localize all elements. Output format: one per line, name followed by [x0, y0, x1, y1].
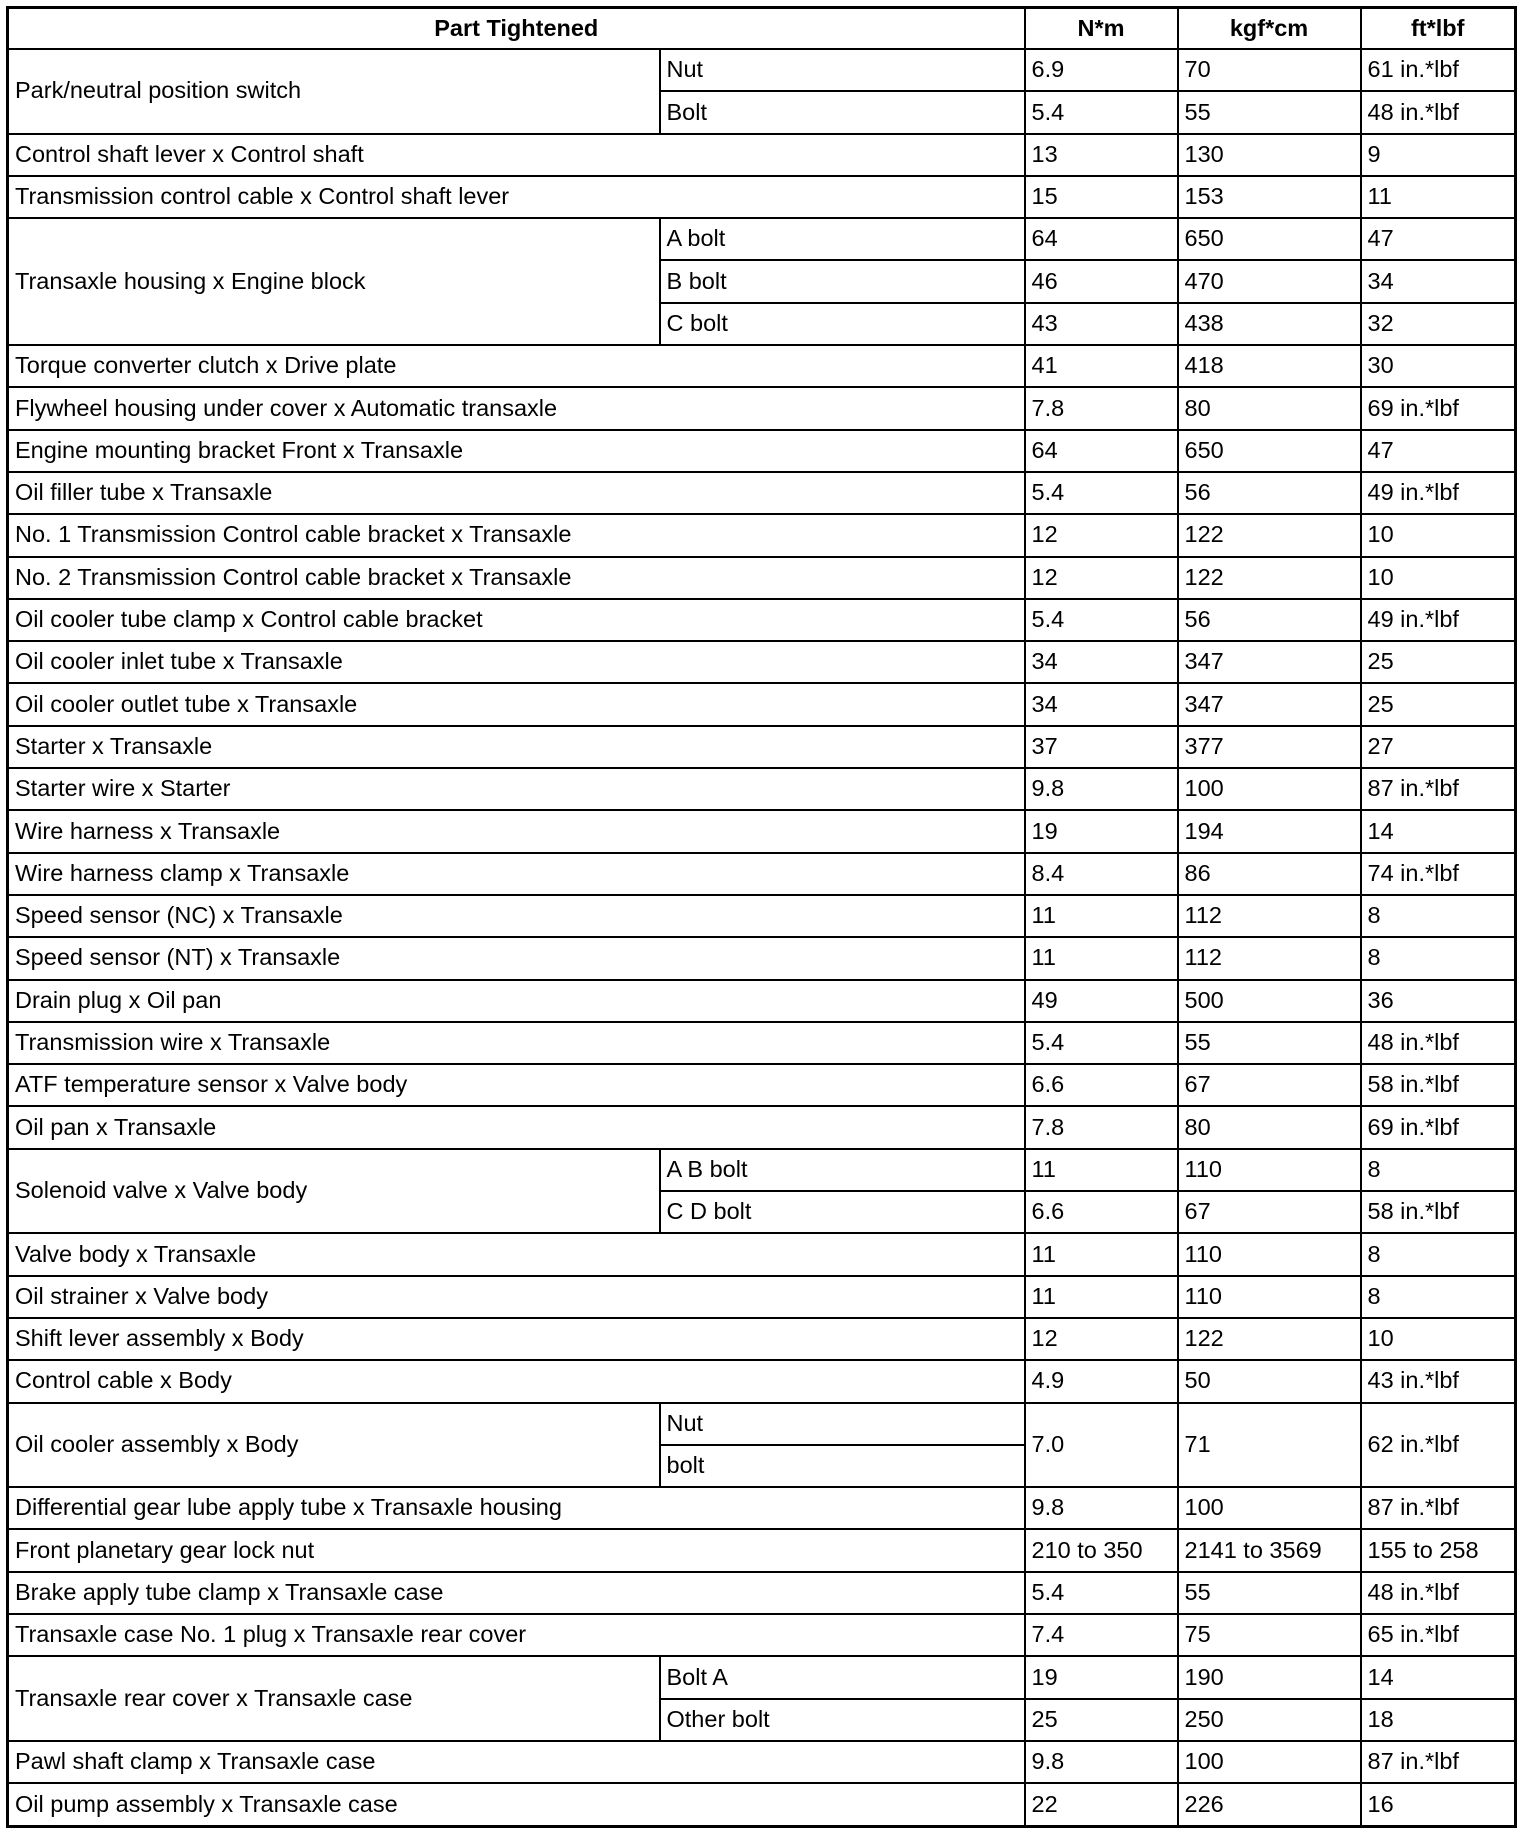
ft-lbf-cell: 25: [1361, 641, 1516, 683]
table-row: [8, 1529, 1516, 1571]
kgf-cm-cell: 56: [1178, 599, 1361, 641]
ft-lbf-cell: 8: [1361, 1149, 1516, 1191]
nm-cell: 11: [1025, 1276, 1178, 1318]
fastener-cell: Nut: [660, 49, 1025, 91]
nm-cell: 15: [1025, 176, 1178, 218]
nm-cell: 6.9: [1025, 49, 1178, 91]
ft-lbf-cell: 43 in.*lbf: [1361, 1360, 1516, 1402]
ft-lbf-cell: 87 in.*lbf: [1361, 1487, 1516, 1529]
part-name-cell: Flywheel housing under cover x Automatic transaxle: [8, 387, 1025, 429]
table-row: [8, 1403, 1516, 1445]
nm-cell: 5.4: [1025, 472, 1178, 514]
fastener-cell: Nut: [660, 1403, 1025, 1445]
torque-spec-sheet: [6, 6, 1514, 1828]
nm-cell: 9.8: [1025, 1741, 1178, 1783]
part-name-cell: Front planetary gear lock nut: [8, 1529, 1025, 1571]
fastener-cell: Bolt A: [660, 1656, 1025, 1698]
ft-lbf-cell: 48 in.*lbf: [1361, 1022, 1516, 1064]
kgf-cm-cell: 70: [1178, 49, 1361, 91]
nm-cell: 22: [1025, 1783, 1178, 1826]
table-row: [8, 218, 1516, 260]
part-name-cell: Speed sensor (NT) x Transaxle: [8, 937, 1025, 979]
kgf-cm-cell: 112: [1178, 895, 1361, 937]
part-name-cell: Oil strainer x Valve body: [8, 1276, 1025, 1318]
nm-cell: 11: [1025, 937, 1178, 979]
nm-cell: 64: [1025, 218, 1178, 260]
ft-lbf-cell: 58 in.*lbf: [1361, 1064, 1516, 1106]
kgf-cm-cell: 56: [1178, 472, 1361, 514]
kgf-cm-cell: 122: [1178, 1318, 1361, 1360]
nm-cell: 41: [1025, 345, 1178, 387]
part-name-cell: Starter wire x Starter: [8, 768, 1025, 810]
kgf-cm-cell: 75: [1178, 1614, 1361, 1656]
table-row: [8, 599, 1516, 641]
ft-lbf-cell: 62 in.*lbf: [1361, 1403, 1516, 1488]
kgf-cm-cell: 130: [1178, 134, 1361, 176]
kgf-cm-cell: 418: [1178, 345, 1361, 387]
kgf-cm-cell: 55: [1178, 1572, 1361, 1614]
kgf-cm-cell: 100: [1178, 1487, 1361, 1529]
nm-cell: 13: [1025, 134, 1178, 176]
ft-lbf-cell: 65 in.*lbf: [1361, 1614, 1516, 1656]
table-row: [8, 1783, 1516, 1826]
ft-lbf-cell: 8: [1361, 895, 1516, 937]
kgf-cm-cell: 112: [1178, 937, 1361, 979]
part-name-cell: Transaxle case No. 1 plug x Transaxle rear cover: [8, 1614, 1025, 1656]
nm-cell: 11: [1025, 895, 1178, 937]
table-row: [8, 1741, 1516, 1783]
ft-lbf-cell: 155 to 258: [1361, 1529, 1516, 1571]
kgf-cm-cell: 347: [1178, 683, 1361, 725]
fastener-cell: bolt: [660, 1445, 1025, 1487]
part-name-cell: Wire harness clamp x Transaxle: [8, 853, 1025, 895]
table-row: [8, 1318, 1516, 1360]
part-name-cell: Oil filler tube x Transaxle: [8, 472, 1025, 514]
ft-lbf-cell: 87 in.*lbf: [1361, 1741, 1516, 1783]
kgf-cm-cell: 80: [1178, 1106, 1361, 1148]
table-row: [8, 1614, 1516, 1656]
kgf-cm-cell: 650: [1178, 218, 1361, 260]
ft-lbf-cell: 36: [1361, 980, 1516, 1022]
kgf-cm-cell: 153: [1178, 176, 1361, 218]
table-row: [8, 134, 1516, 176]
fastener-cell: A bolt: [660, 218, 1025, 260]
ft-lbf-cell: 10: [1361, 557, 1516, 599]
table-row: [8, 1233, 1516, 1275]
part-name-cell: Drain plug x Oil pan: [8, 980, 1025, 1022]
part-name-cell: No. 2 Transmission Control cable bracket x Transaxle: [8, 557, 1025, 599]
kgf-cm-cell: 122: [1178, 557, 1361, 599]
kgf-cm-cell: 470: [1178, 260, 1361, 302]
kgf-cm-cell: 190: [1178, 1656, 1361, 1698]
kgf-cm-cell: 194: [1178, 810, 1361, 852]
nm-cell: 8.4: [1025, 853, 1178, 895]
part-name-cell: Control cable x Body: [8, 1360, 1025, 1402]
nm-cell: 25: [1025, 1699, 1178, 1741]
nm-cell: 12: [1025, 514, 1178, 556]
kgf-cm-cell: 650: [1178, 430, 1361, 472]
table-row: [8, 472, 1516, 514]
table-row: [8, 557, 1516, 599]
kgf-cm-cell: 122: [1178, 514, 1361, 556]
nm-cell: 19: [1025, 1656, 1178, 1698]
ft-lbf-cell: 16: [1361, 1783, 1516, 1826]
torque-table: [6, 6, 1517, 1828]
table-row: [8, 1022, 1516, 1064]
nm-cell: 9.8: [1025, 1487, 1178, 1529]
ft-lbf-cell: 69 in.*lbf: [1361, 1106, 1516, 1148]
nm-cell: 7.8: [1025, 1106, 1178, 1148]
table-row: [8, 345, 1516, 387]
ft-lbf-cell: 58 in.*lbf: [1361, 1191, 1516, 1233]
table-row: [8, 1656, 1516, 1698]
part-name-cell: Valve body x Transaxle: [8, 1233, 1025, 1275]
kgf-cm-cell: 55: [1178, 91, 1361, 133]
kgf-cm-cell: 2141 to 3569: [1178, 1529, 1361, 1571]
ft-lbf-cell: 14: [1361, 1656, 1516, 1698]
fastener-cell: C bolt: [660, 303, 1025, 345]
kgf-cm-cell: 226: [1178, 1783, 1361, 1826]
table-row: [8, 683, 1516, 725]
nm-cell: 6.6: [1025, 1064, 1178, 1106]
nm-cell: 11: [1025, 1233, 1178, 1275]
part-name-cell: Control shaft lever x Control shaft: [8, 134, 1025, 176]
part-name-cell: Shift lever assembly x Body: [8, 1318, 1025, 1360]
kgf-cm-cell: 377: [1178, 726, 1361, 768]
kgf-cm-cell: 100: [1178, 1741, 1361, 1783]
part-name-cell: Transaxle housing x Engine block: [8, 218, 660, 345]
ft-lbf-cell: 49 in.*lbf: [1361, 599, 1516, 641]
nm-cell: 34: [1025, 641, 1178, 683]
table-row: [8, 1064, 1516, 1106]
table-row: [8, 1106, 1516, 1148]
ft-lbf-cell: 69 in.*lbf: [1361, 387, 1516, 429]
kgf-cm-cell: 438: [1178, 303, 1361, 345]
nm-cell: 210 to 350: [1025, 1529, 1178, 1571]
ft-lbf-cell: 27: [1361, 726, 1516, 768]
table-body: [8, 49, 1516, 1827]
part-name-cell: Speed sensor (NC) x Transaxle: [8, 895, 1025, 937]
ft-lbf-cell: 8: [1361, 937, 1516, 979]
nm-cell: 7.0: [1025, 1403, 1178, 1488]
part-name-cell: No. 1 Transmission Control cable bracket x Transaxle: [8, 514, 1025, 556]
nm-cell: 7.8: [1025, 387, 1178, 429]
ft-lbf-cell: 48 in.*lbf: [1361, 91, 1516, 133]
ft-lbf-cell: 10: [1361, 1318, 1516, 1360]
nm-cell: 37: [1025, 726, 1178, 768]
header-nm: N*m: [1025, 8, 1178, 50]
table-row: [8, 1276, 1516, 1318]
header-row: [8, 8, 1516, 50]
table-row: [8, 514, 1516, 556]
ft-lbf-cell: 9: [1361, 134, 1516, 176]
nm-cell: 64: [1025, 430, 1178, 472]
ft-lbf-cell: 18: [1361, 1699, 1516, 1741]
kgf-cm-cell: 100: [1178, 768, 1361, 810]
nm-cell: 6.6: [1025, 1191, 1178, 1233]
header-ft-lbf: ft*lbf: [1361, 8, 1516, 50]
kgf-cm-cell: 347: [1178, 641, 1361, 683]
header-kgf-cm: kgf*cm: [1178, 8, 1361, 50]
part-name-cell: Engine mounting bracket Front x Transaxle: [8, 430, 1025, 472]
nm-cell: 43: [1025, 303, 1178, 345]
ft-lbf-cell: 14: [1361, 810, 1516, 852]
fastener-cell: C D bolt: [660, 1191, 1025, 1233]
fastener-cell: A B bolt: [660, 1149, 1025, 1191]
fastener-cell: Other bolt: [660, 1699, 1025, 1741]
part-name-cell: Oil cooler assembly x Body: [8, 1403, 660, 1488]
nm-cell: 5.4: [1025, 599, 1178, 641]
header-part-tightened: Part Tightened: [8, 8, 1025, 50]
ft-lbf-cell: 34: [1361, 260, 1516, 302]
nm-cell: 49: [1025, 980, 1178, 1022]
kgf-cm-cell: 250: [1178, 1699, 1361, 1741]
part-name-cell: ATF temperature sensor x Valve body: [8, 1064, 1025, 1106]
nm-cell: 5.4: [1025, 1022, 1178, 1064]
nm-cell: 9.8: [1025, 768, 1178, 810]
kgf-cm-cell: 110: [1178, 1233, 1361, 1275]
ft-lbf-cell: 48 in.*lbf: [1361, 1572, 1516, 1614]
nm-cell: 46: [1025, 260, 1178, 302]
kgf-cm-cell: 55: [1178, 1022, 1361, 1064]
table-row: [8, 49, 1516, 91]
part-name-cell: Oil cooler inlet tube x Transaxle: [8, 641, 1025, 683]
fastener-cell: B bolt: [660, 260, 1025, 302]
ft-lbf-cell: 87 in.*lbf: [1361, 768, 1516, 810]
ft-lbf-cell: 25: [1361, 683, 1516, 725]
ft-lbf-cell: 8: [1361, 1233, 1516, 1275]
part-name-cell: Solenoid valve x Valve body: [8, 1149, 660, 1234]
nm-cell: 5.4: [1025, 91, 1178, 133]
part-name-cell: Transmission wire x Transaxle: [8, 1022, 1025, 1064]
part-name-cell: Pawl shaft clamp x Transaxle case: [8, 1741, 1025, 1783]
table-row: [8, 430, 1516, 472]
table-row: [8, 768, 1516, 810]
table-row: [8, 1487, 1516, 1529]
kgf-cm-cell: 67: [1178, 1191, 1361, 1233]
kgf-cm-cell: 86: [1178, 853, 1361, 895]
part-name-cell: Transaxle rear cover x Transaxle case: [8, 1656, 660, 1741]
part-name-cell: Oil pump assembly x Transaxle case: [8, 1783, 1025, 1826]
nm-cell: 7.4: [1025, 1614, 1178, 1656]
table-row: [8, 1572, 1516, 1614]
table-row: [8, 1360, 1516, 1402]
part-name-cell: Oil cooler outlet tube x Transaxle: [8, 683, 1025, 725]
table-row: [8, 726, 1516, 768]
kgf-cm-cell: 500: [1178, 980, 1361, 1022]
fastener-cell: Bolt: [660, 91, 1025, 133]
nm-cell: 11: [1025, 1149, 1178, 1191]
ft-lbf-cell: 32: [1361, 303, 1516, 345]
kgf-cm-cell: 71: [1178, 1403, 1361, 1488]
part-name-cell: Park/neutral position switch: [8, 49, 660, 134]
part-name-cell: Starter x Transaxle: [8, 726, 1025, 768]
table-row: [8, 853, 1516, 895]
part-name-cell: Differential gear lube apply tube x Transaxle housing: [8, 1487, 1025, 1529]
ft-lbf-cell: 61 in.*lbf: [1361, 49, 1516, 91]
table-row: [8, 895, 1516, 937]
kgf-cm-cell: 80: [1178, 387, 1361, 429]
nm-cell: 5.4: [1025, 1572, 1178, 1614]
nm-cell: 12: [1025, 1318, 1178, 1360]
part-name-cell: Torque converter clutch x Drive plate: [8, 345, 1025, 387]
ft-lbf-cell: 74 in.*lbf: [1361, 853, 1516, 895]
nm-cell: 34: [1025, 683, 1178, 725]
table-row: [8, 980, 1516, 1022]
ft-lbf-cell: 47: [1361, 218, 1516, 260]
part-name-cell: Brake apply tube clamp x Transaxle case: [8, 1572, 1025, 1614]
ft-lbf-cell: 11: [1361, 176, 1516, 218]
part-name-cell: Transmission control cable x Control shaft lever: [8, 176, 1025, 218]
table-row: [8, 176, 1516, 218]
ft-lbf-cell: 8: [1361, 1276, 1516, 1318]
nm-cell: 12: [1025, 557, 1178, 599]
table-row: [8, 1149, 1516, 1191]
part-name-cell: Oil pan x Transaxle: [8, 1106, 1025, 1148]
nm-cell: 19: [1025, 810, 1178, 852]
part-name-cell: Wire harness x Transaxle: [8, 810, 1025, 852]
ft-lbf-cell: 49 in.*lbf: [1361, 472, 1516, 514]
kgf-cm-cell: 67: [1178, 1064, 1361, 1106]
table-row: [8, 937, 1516, 979]
ft-lbf-cell: 30: [1361, 345, 1516, 387]
ft-lbf-cell: 47: [1361, 430, 1516, 472]
part-name-cell: Oil cooler tube clamp x Control cable bracket: [8, 599, 1025, 641]
kgf-cm-cell: 110: [1178, 1149, 1361, 1191]
kgf-cm-cell: 110: [1178, 1276, 1361, 1318]
nm-cell: 4.9: [1025, 1360, 1178, 1402]
table-row: [8, 810, 1516, 852]
ft-lbf-cell: 10: [1361, 514, 1516, 556]
table-row: [8, 387, 1516, 429]
table-row: [8, 641, 1516, 683]
kgf-cm-cell: 50: [1178, 1360, 1361, 1402]
